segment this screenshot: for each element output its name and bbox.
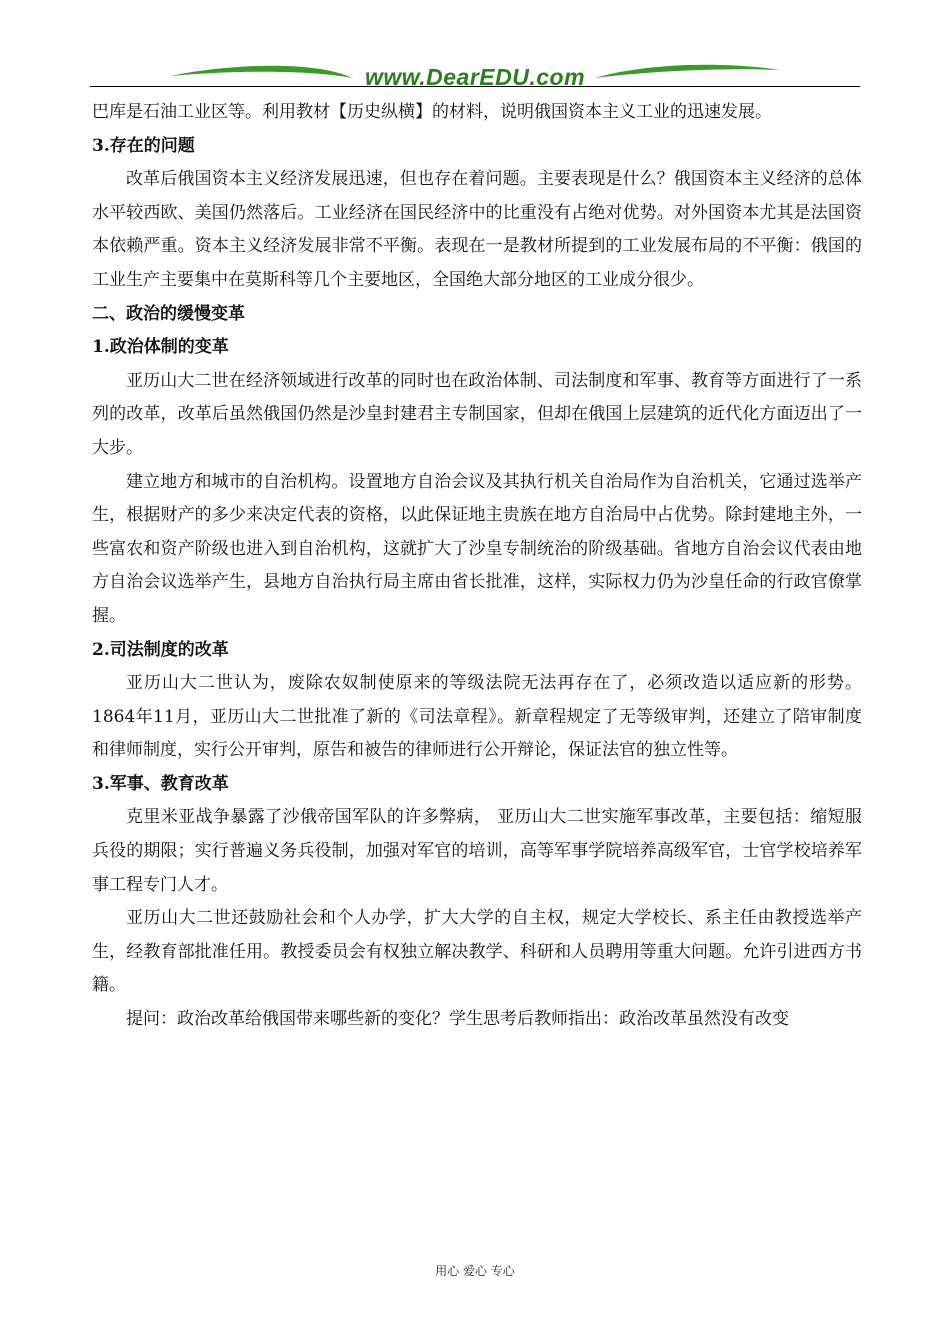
section-heading-political-reform: 二、政治的缓慢变革 <box>92 303 245 324</box>
paragraph-6: 建立地方和城市的自治机构。设置地方自治会议及其执行机关自治局作为自治机关，它通过选举产生，根据财产的多少来决定代表的资格，以此保证地主贵族在地方自治局中占优势。除封建地主外，一些富农和资产阶级也进入到自治机构，这就扩大了沙皇专制统治的阶级基础。省地方自治会议代表由地方自治会议选举产生，县地方自治执行局主席由省长批准，这样，实际权力仍为沙皇任命的行政官僚掌握。 <box>92 471 862 626</box>
site-name: www.DearEDU.com <box>364 64 586 90</box>
page-footer: 用心 爱心 专心 <box>435 1264 515 1278</box>
paragraph-8: 亚历山大二世认为，废除农奴制使原来的等级法院无法再存在了，必须改造以适应新的形势。1864年11月，亚历山大二世批准了新的《司法章程》。新章程规定了无等级审判，还建立了陪审制度和律师制度，实行公开审判，原告和被告的律师进行公开辩论，保证法官的独立性等。 <box>92 673 862 761</box>
section-heading-military-education: 3.军事、教育改革 <box>92 773 229 794</box>
paragraph-11: 亚历山大二世还鼓励社会和个人办学，扩大大学的自主权，规定大学校长、系主任由教授选举产生，经教育部批准任用。教授委员会有权独立解决教学、科研和人员聘用等重大问题。允许引进西方书籍。 <box>92 908 862 996</box>
paragraph-5: 亚历山大二世在经济领域进行改革的同时也在政治体制、司法制度和军事、教育等方面进行了一系列的改革，改革后虽然俄国仍然是沙皇封建君主专制国家，但却在俄国上层建筑的近代化方面迈出了一大步。 <box>92 370 862 458</box>
section-heading-problems: 3.存在的问题 <box>92 135 195 156</box>
document-body <box>92 96 862 1037</box>
page-header <box>90 58 860 94</box>
header-rule <box>90 86 860 87</box>
paragraph-2: 改革后俄国资本主义经济发展迅速，但也存在着问题。主要表现是什么？俄国资本主义经济的总体水平较西欧、美国仍然落后。工业经济在国民经济中的比重没有占绝对优势。对外国资本尤其是法国资本依赖严重。资本主义经济发展非常不平衡。表现在一是教材所提到的工业发展布局的不平衡：俄国的工业生产主要集中在莫斯科等几个主要地区，全国绝大部分地区的工业成分很少。 <box>92 169 862 290</box>
paragraph-0: 巴库是石油工业区等。利用教材【历史纵横】的材料，说明俄国资本主义工业的迅速发展。 <box>92 102 772 122</box>
section-heading-political-system: 1.政治体制的变革 <box>92 337 229 358</box>
paragraph-12: 提问：政治改革给俄国带来哪些新的变化？学生思考后教师指出：政治改革虽然没有改变 <box>126 1009 789 1030</box>
section-heading-judicial-reform: 2.司法制度的改革 <box>92 639 229 660</box>
paragraph-10: 克里米亚战争暴露了沙俄帝国军队的许多弊病， 亚历山大二世实施军事改革，主要包括：缩短服兵役的期限；实行普遍义务兵役制，加强对军官的培训，高等军事学院培养高级军官，士官学校培养军事工程专门人才。 <box>92 807 862 895</box>
